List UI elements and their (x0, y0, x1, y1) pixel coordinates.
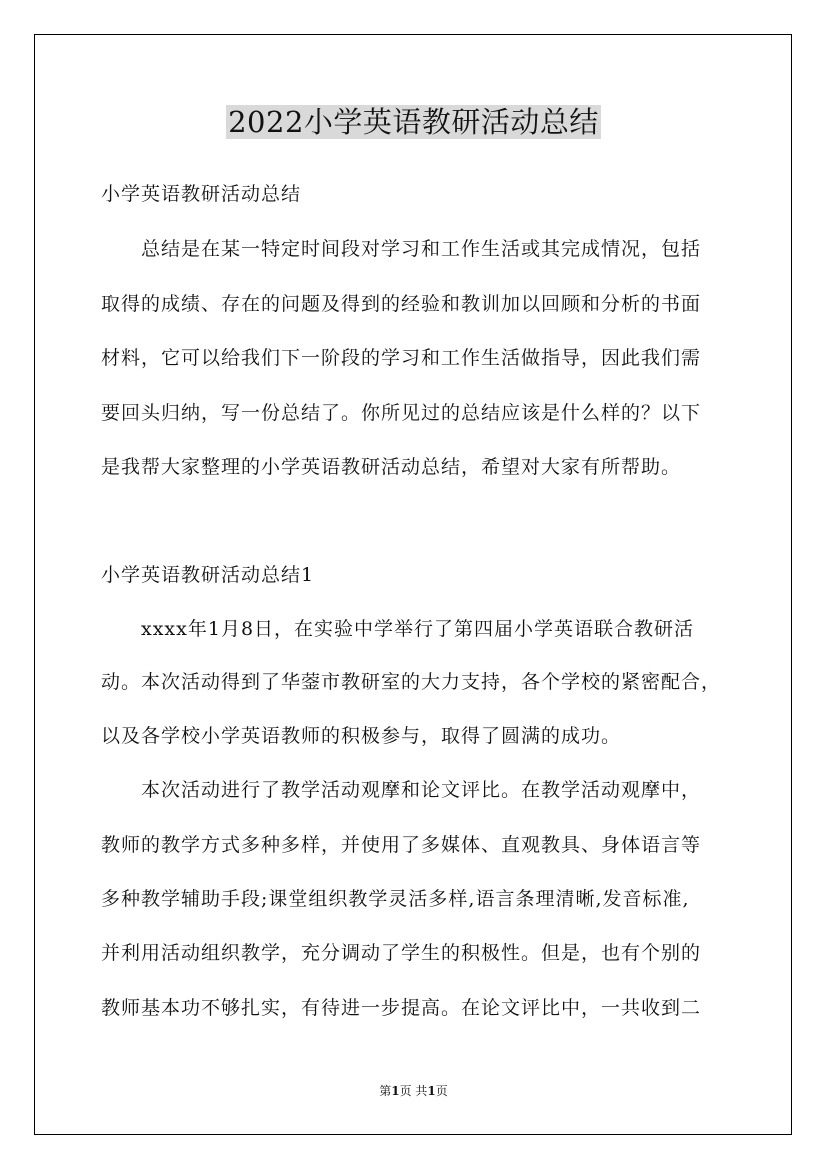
footer-page-mid: 页 共 (399, 1084, 428, 1098)
paragraph-line: 本次活动进行了教学活动观摩和论文评比。在教学活动观摩中， (101, 779, 702, 801)
paragraph-line: 材料，它可以给我们下一阶段的学习和工作生活做指导，因此我们需 (101, 347, 702, 369)
page-footer (0, 1083, 827, 1099)
paragraph-line: 动。本次活动得到了华蓥市教研室的大力支持，各个学校的紧密配合， (101, 671, 722, 693)
document-title: 2022小学英语教研活动总结 (228, 105, 599, 139)
footer-page-total: 1 (427, 1084, 436, 1098)
paragraph-line: 教师的教学方式多种多样，并使用了多媒体、直观教具、身体语言等 (101, 834, 702, 856)
paragraph-line: 总结是在某一特定时间段对学习和工作生活或其完成情况，包括 (101, 238, 702, 260)
paragraph-line: 要回头归纳，写一份总结了。你所见过的总结应该是什么样的？以下 (101, 402, 702, 424)
document-title-wrap (0, 102, 827, 142)
paragraph-line: 并利用活动组织教学，充分调动了学生的积极性。但是，也有个别的 (101, 942, 702, 964)
section-heading: 小学英语教研活动总结 (101, 183, 302, 205)
section-heading: 小学英语教研活动总结1 (101, 564, 315, 586)
paragraph-line: 教师基本功不够扎实，有待进一步提高。在论文评比中，一共收到二 (101, 997, 702, 1019)
paragraph-line: 取得的成绩、存在的问题及得到的经验和教训加以回顾和分析的书面 (101, 293, 702, 315)
paragraph-line: 以及各学校小学英语教师的积极参与，取得了圆满的成功。 (101, 725, 622, 747)
footer-page-prefix: 第 (379, 1084, 392, 1098)
paragraph-line: 是我帮大家整理的小学英语教研活动总结，希望对大家有所帮助。 (101, 456, 682, 478)
footer-page-number: 1 (391, 1084, 400, 1098)
footer-page-suffix: 页 (435, 1084, 448, 1098)
paragraph-line: xxxx年1月8日，在实验中学举行了第四届小学英语联合教研活 (101, 618, 695, 640)
paragraph-line: 多种教学辅助手段;课堂组织教学灵活多样,语言条理清晰,发音标准, (101, 888, 690, 910)
